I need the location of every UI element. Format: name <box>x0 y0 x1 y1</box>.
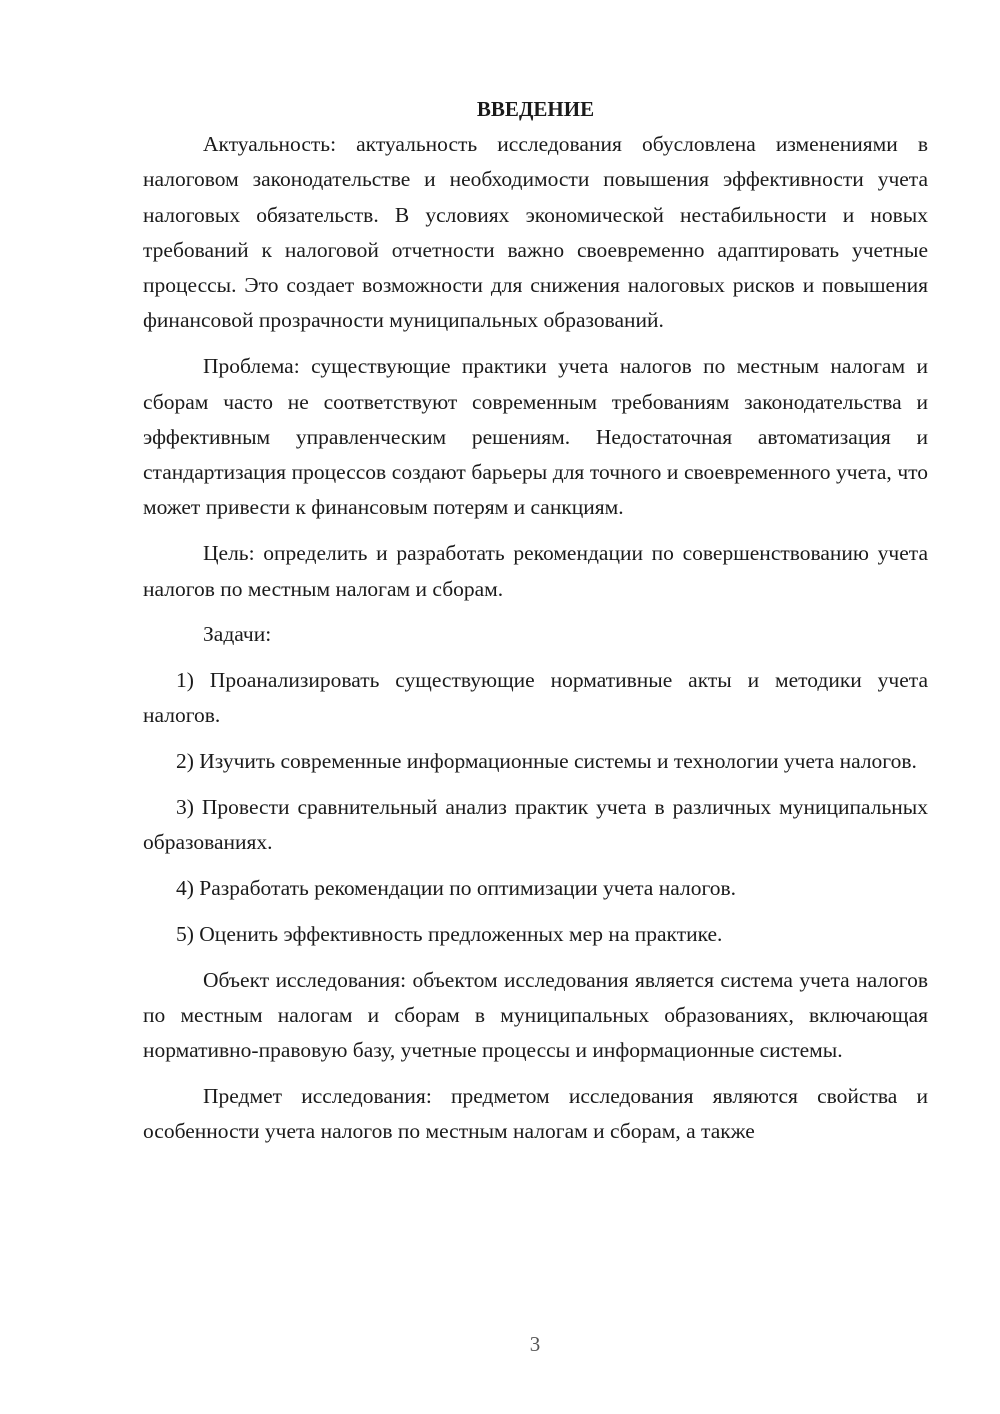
page-content <box>143 92 928 1150</box>
paragraph-relevance: Актуальность: актуальность исследования обусловлена изменениями в налоговом законодательстве и необходимости повышения эффективности учета налоговых обязательств. В условиях экономической нестабильности и новых требований к налоговой отчетности важно своевременно адаптировать учетные процессы. Это создает возможности для снижения налоговых рисков и повышения финансовой прозрачности муниципальных образований. <box>143 132 928 333</box>
paragraph-problem: Проблема: существующие практики учета налогов по местным налогам и сборам часто не соответствуют современным требованиям законодательства и эффективным управленческим решениям. Недостаточная автоматизация и стандартизация процессов создают барьеры для точного и своевременного учета, что может привести к финансовым потерям и санкциям. <box>143 354 928 520</box>
task-item-5: 5) Оценить эффективность предложенных мер на практике. <box>176 921 723 946</box>
task-item-4: 4) Разработать рекомендации по оптимизации учета налогов. <box>176 876 736 901</box>
page-number: 3 <box>529 1332 541 1356</box>
paragraph-tasks-heading: Задачи: <box>203 622 272 647</box>
section-title: ВВЕДЕНИЕ <box>476 97 595 121</box>
task-item-3: 3) Провести сравнительный анализ практик учета в различных муниципальных образованиях. <box>143 795 928 855</box>
task-item-1: 1) Проанализировать существующие нормативные акты и методики учета налогов. <box>143 668 928 728</box>
paragraph-subject: Предмет исследования: предметом исследования являются свойства и особенности учета налогов по местным налогам и сборам, а также <box>143 1084 928 1144</box>
paragraph-goal: Цель: определить и разработать рекомендации по совершенствованию учета налогов по местным налогам и сборам. <box>143 541 928 601</box>
paragraph-object: Объект исследования: объектом исследования является система учета налогов по местным налогам и сборам в муниципальных образованиях, включающая нормативно-правовую базу, учетные процессы и информационные системы. <box>143 967 928 1063</box>
task-item-2: 2) Изучить современные информационные системы и технологии учета налогов. <box>176 749 917 774</box>
